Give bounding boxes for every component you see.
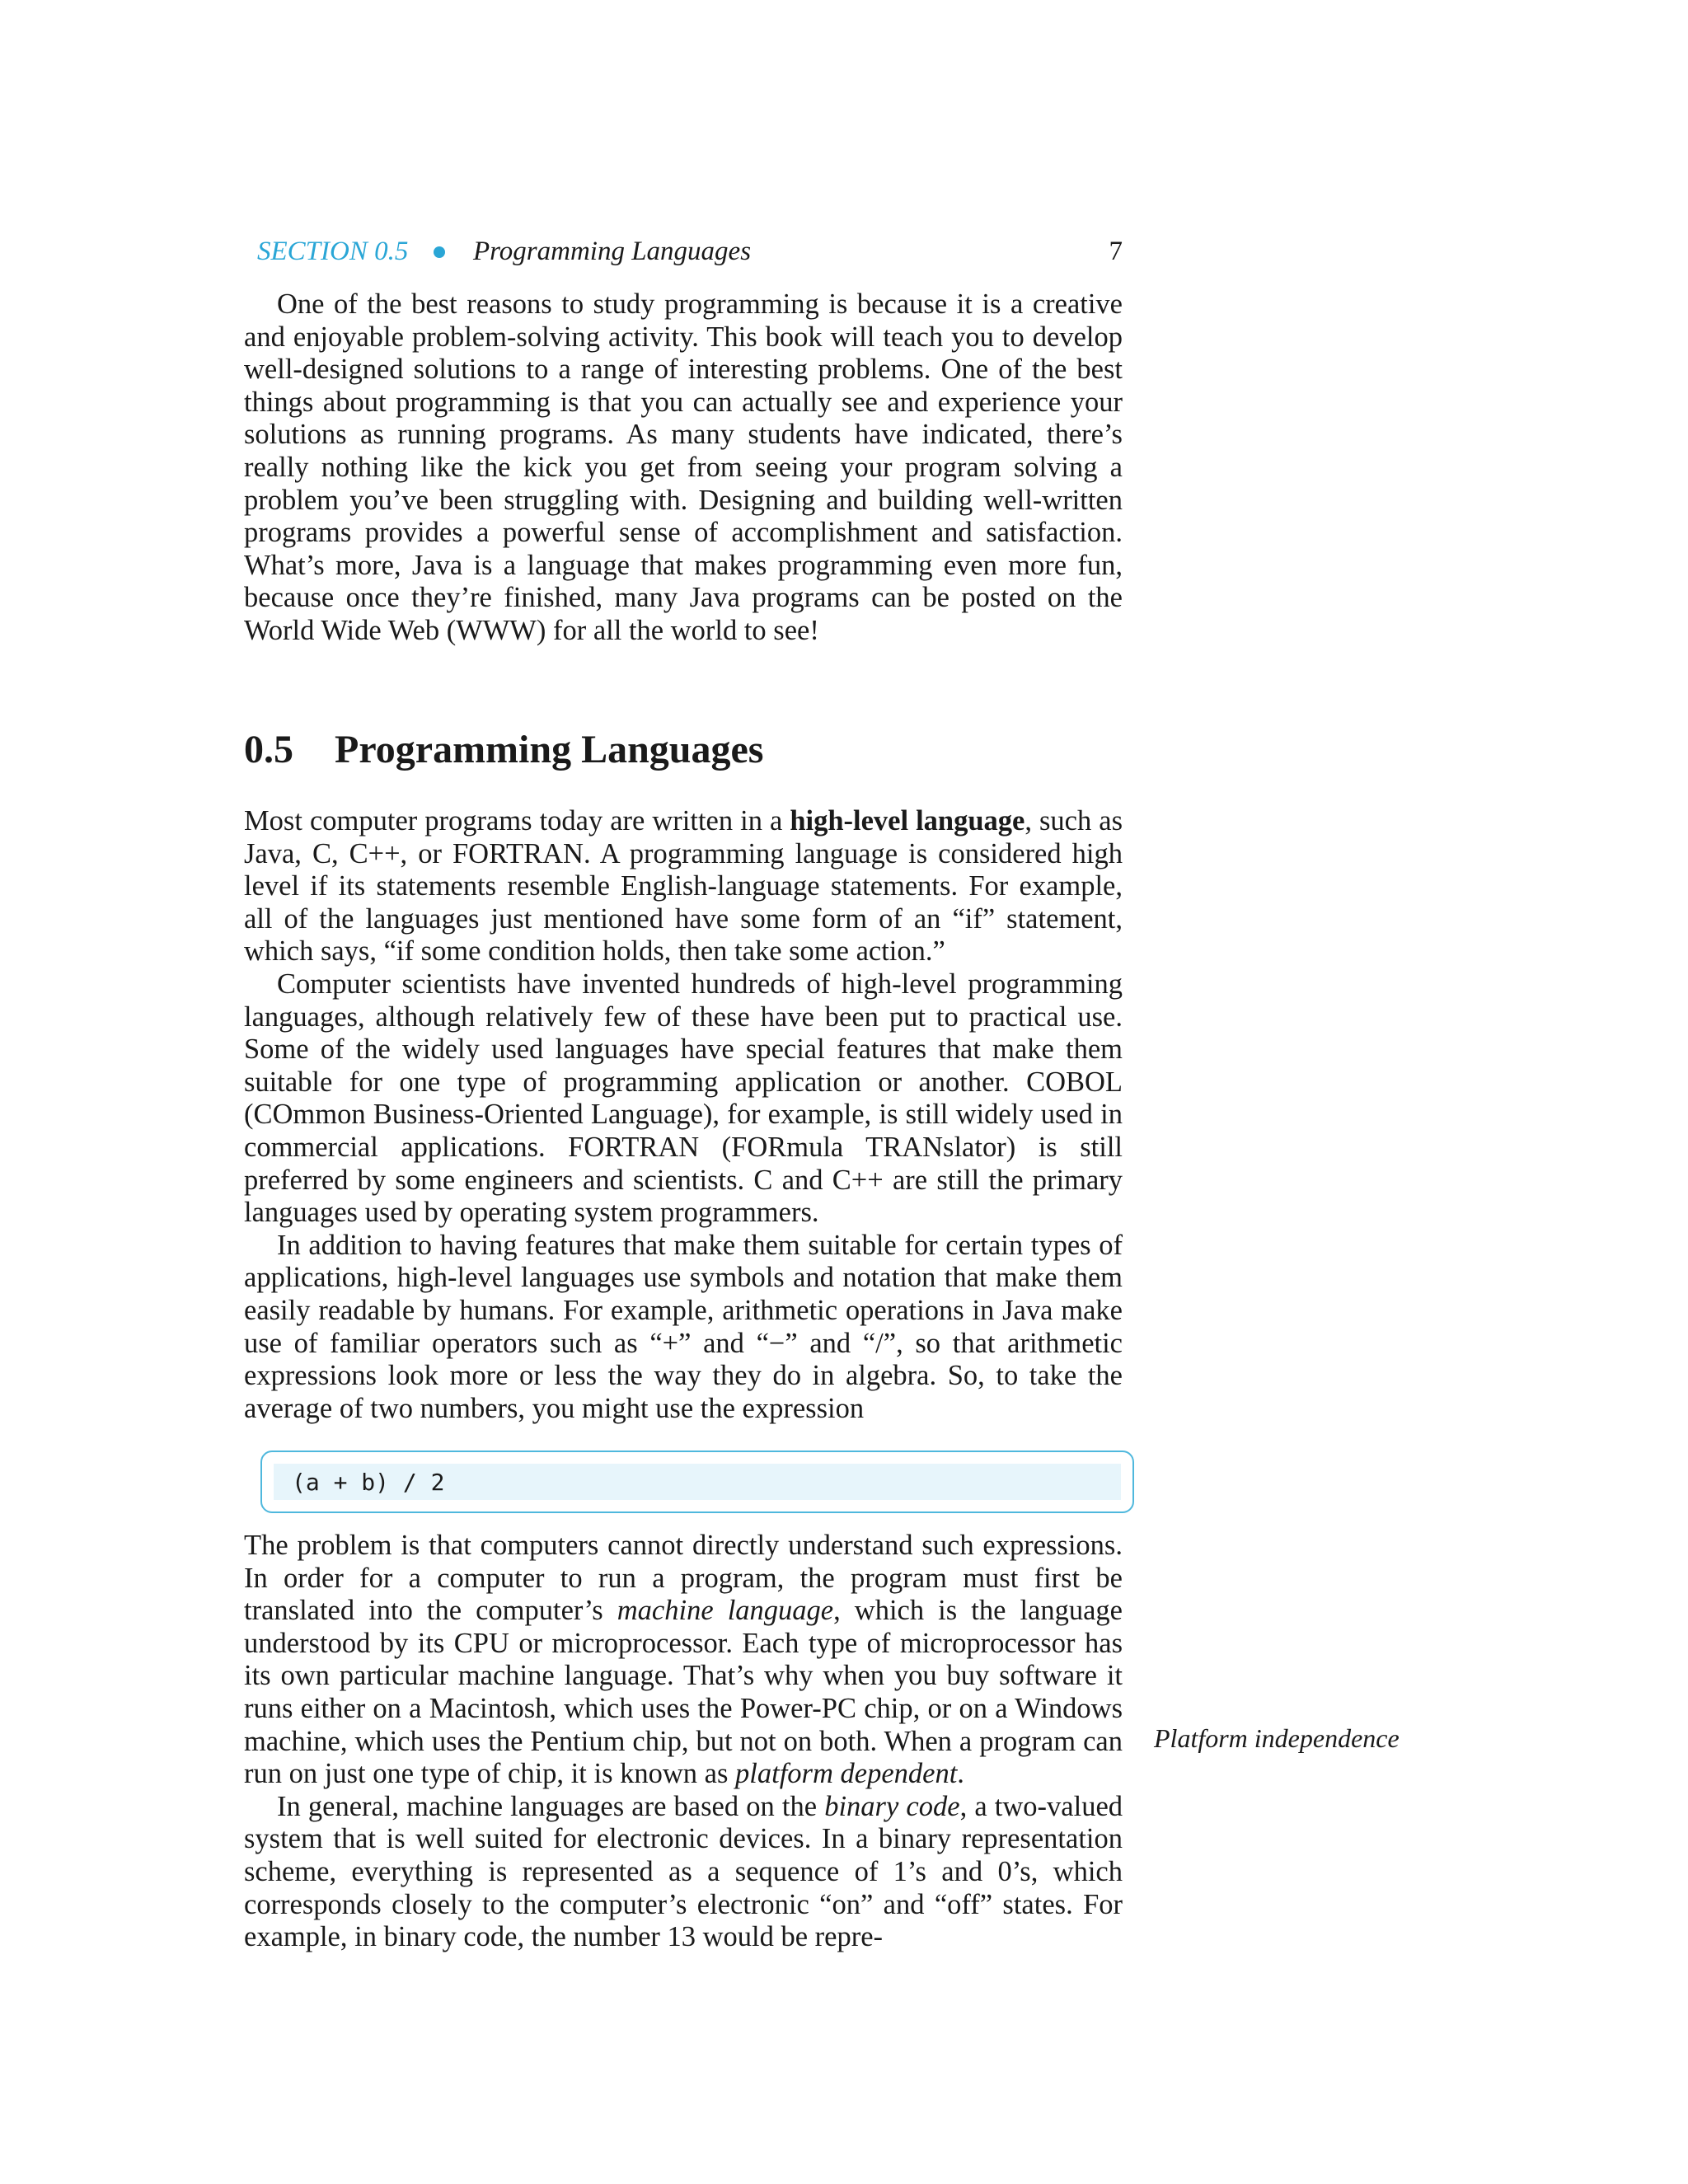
paragraph-5: [244, 1791, 1123, 1954]
paragraph-4-text-b: , which is the language understood by its CPU or microprocessor. Each type of microprocessor has its own particular machine language. That’s why when you buy software it runs either on a Macintosh, which uses the Power-PC chip, or on a Windows machine, which uses the Pentium chip, but not on both. When a program can run on just one type of chip, it is known as: [244, 1595, 1123, 1790]
running-head-section: SECTION 0.5: [257, 237, 409, 266]
paragraph-1-text-b: , such as Java, C, C++, or FORTRAN. A programming language is considered high level if its statements resemble English-language statements. For example, all of the languages just mentioned have some form of an “if” statement, which says, “if some condition holds, then take some action.”: [244, 805, 1123, 968]
section-body-continued: [244, 1530, 1123, 1954]
intro-block: [244, 288, 1123, 648]
code-expression: (a + b) / 2: [292, 1469, 445, 1496]
section-number: 0.5: [244, 728, 293, 771]
code-listing: [260, 1451, 1134, 1513]
paragraph-3: In addition to having features that make them suitable for certain types of applications, high-level languages use symbols and notation that make them easily readable by humans. For example, arithmetic operations in Java make use of familiar operators such as “+” and “−” and “/”, so that arithmetic expressions look more or less the way they do in algebra. So, to take the average of two numbers, you might use the expression: [244, 1229, 1123, 1424]
section-body: [244, 805, 1123, 1425]
paragraph-2: Computer scientists have invented hundreds of high-level programming languages, although relatively few of these have been put to practical use. Some of the widely used languages have special features that make them suitable for one type of programming application or another. COBOL (COmmon Business-Oriented Language), for example, is still widely used in commercial applications. FORTRAN (FORmula TRANslator) is still preferred by some engineers and scientists. C and C++ are still the primary languages used by operating system programmers.: [244, 968, 1123, 1229]
page-number: 7: [1109, 237, 1123, 266]
paragraph-5-text-a: In general, machine languages are based on the: [277, 1790, 825, 1822]
code-listing-background: [274, 1464, 1121, 1500]
term-binary-code: binary code: [824, 1790, 960, 1822]
intro-paragraph: One of the best reasons to study programming is because it is a creative and enjoyable problem-solving activity. This book will teach you to develop well-designed solutions to a range of interesting problems. One of the best things about programming is that you can actually see and experience your solutions as running programs. As many students have indicated, there’s really nothing like the kick you get from seeing your program solving a problem you’ve been struggling with. Designing and building well-written programs provides a powerful sense of accomplishment and satisfaction. What’s more, Java is a language that makes programming even more fun, because once they’re finished, many Java programs can be posted on the World Wide Web (WWW) for all the world to see!: [244, 288, 1123, 646]
paragraph-4: [244, 1530, 1123, 1791]
term-machine-language: machine language: [617, 1595, 834, 1627]
term-platform-dependent: platform dependent: [735, 1758, 958, 1790]
paragraph-1: [244, 805, 1123, 968]
bullet-icon: [434, 246, 445, 258]
paragraph-4-text-a: The problem is that computers cannot directly understand such expressions. In order for a computer to run a program, the program must first be translated into the computer’s: [244, 1530, 1123, 1627]
section-title: Programming Languages: [335, 728, 764, 771]
running-head-title: Programming Languages: [473, 237, 752, 266]
term-high-level-language: high-level language: [790, 805, 1025, 837]
paragraph-4-text-c: .: [957, 1758, 964, 1790]
running-head: [257, 231, 1123, 272]
margin-note: Platform independence: [1154, 1723, 1400, 1753]
paragraph-5-text-b: , a two-valued system that is well suited for electronic devices. In a binary representation scheme, everything is represented as a sequence of 1’s and 0’s, which corresponds closely to the computer’s electronic “on” and “off” states. For example, in binary code, the number 13 would be repre-: [244, 1790, 1123, 1953]
paragraph-1-text-a: Most computer programs today are written in a: [244, 805, 790, 837]
section-heading: [244, 725, 763, 775]
